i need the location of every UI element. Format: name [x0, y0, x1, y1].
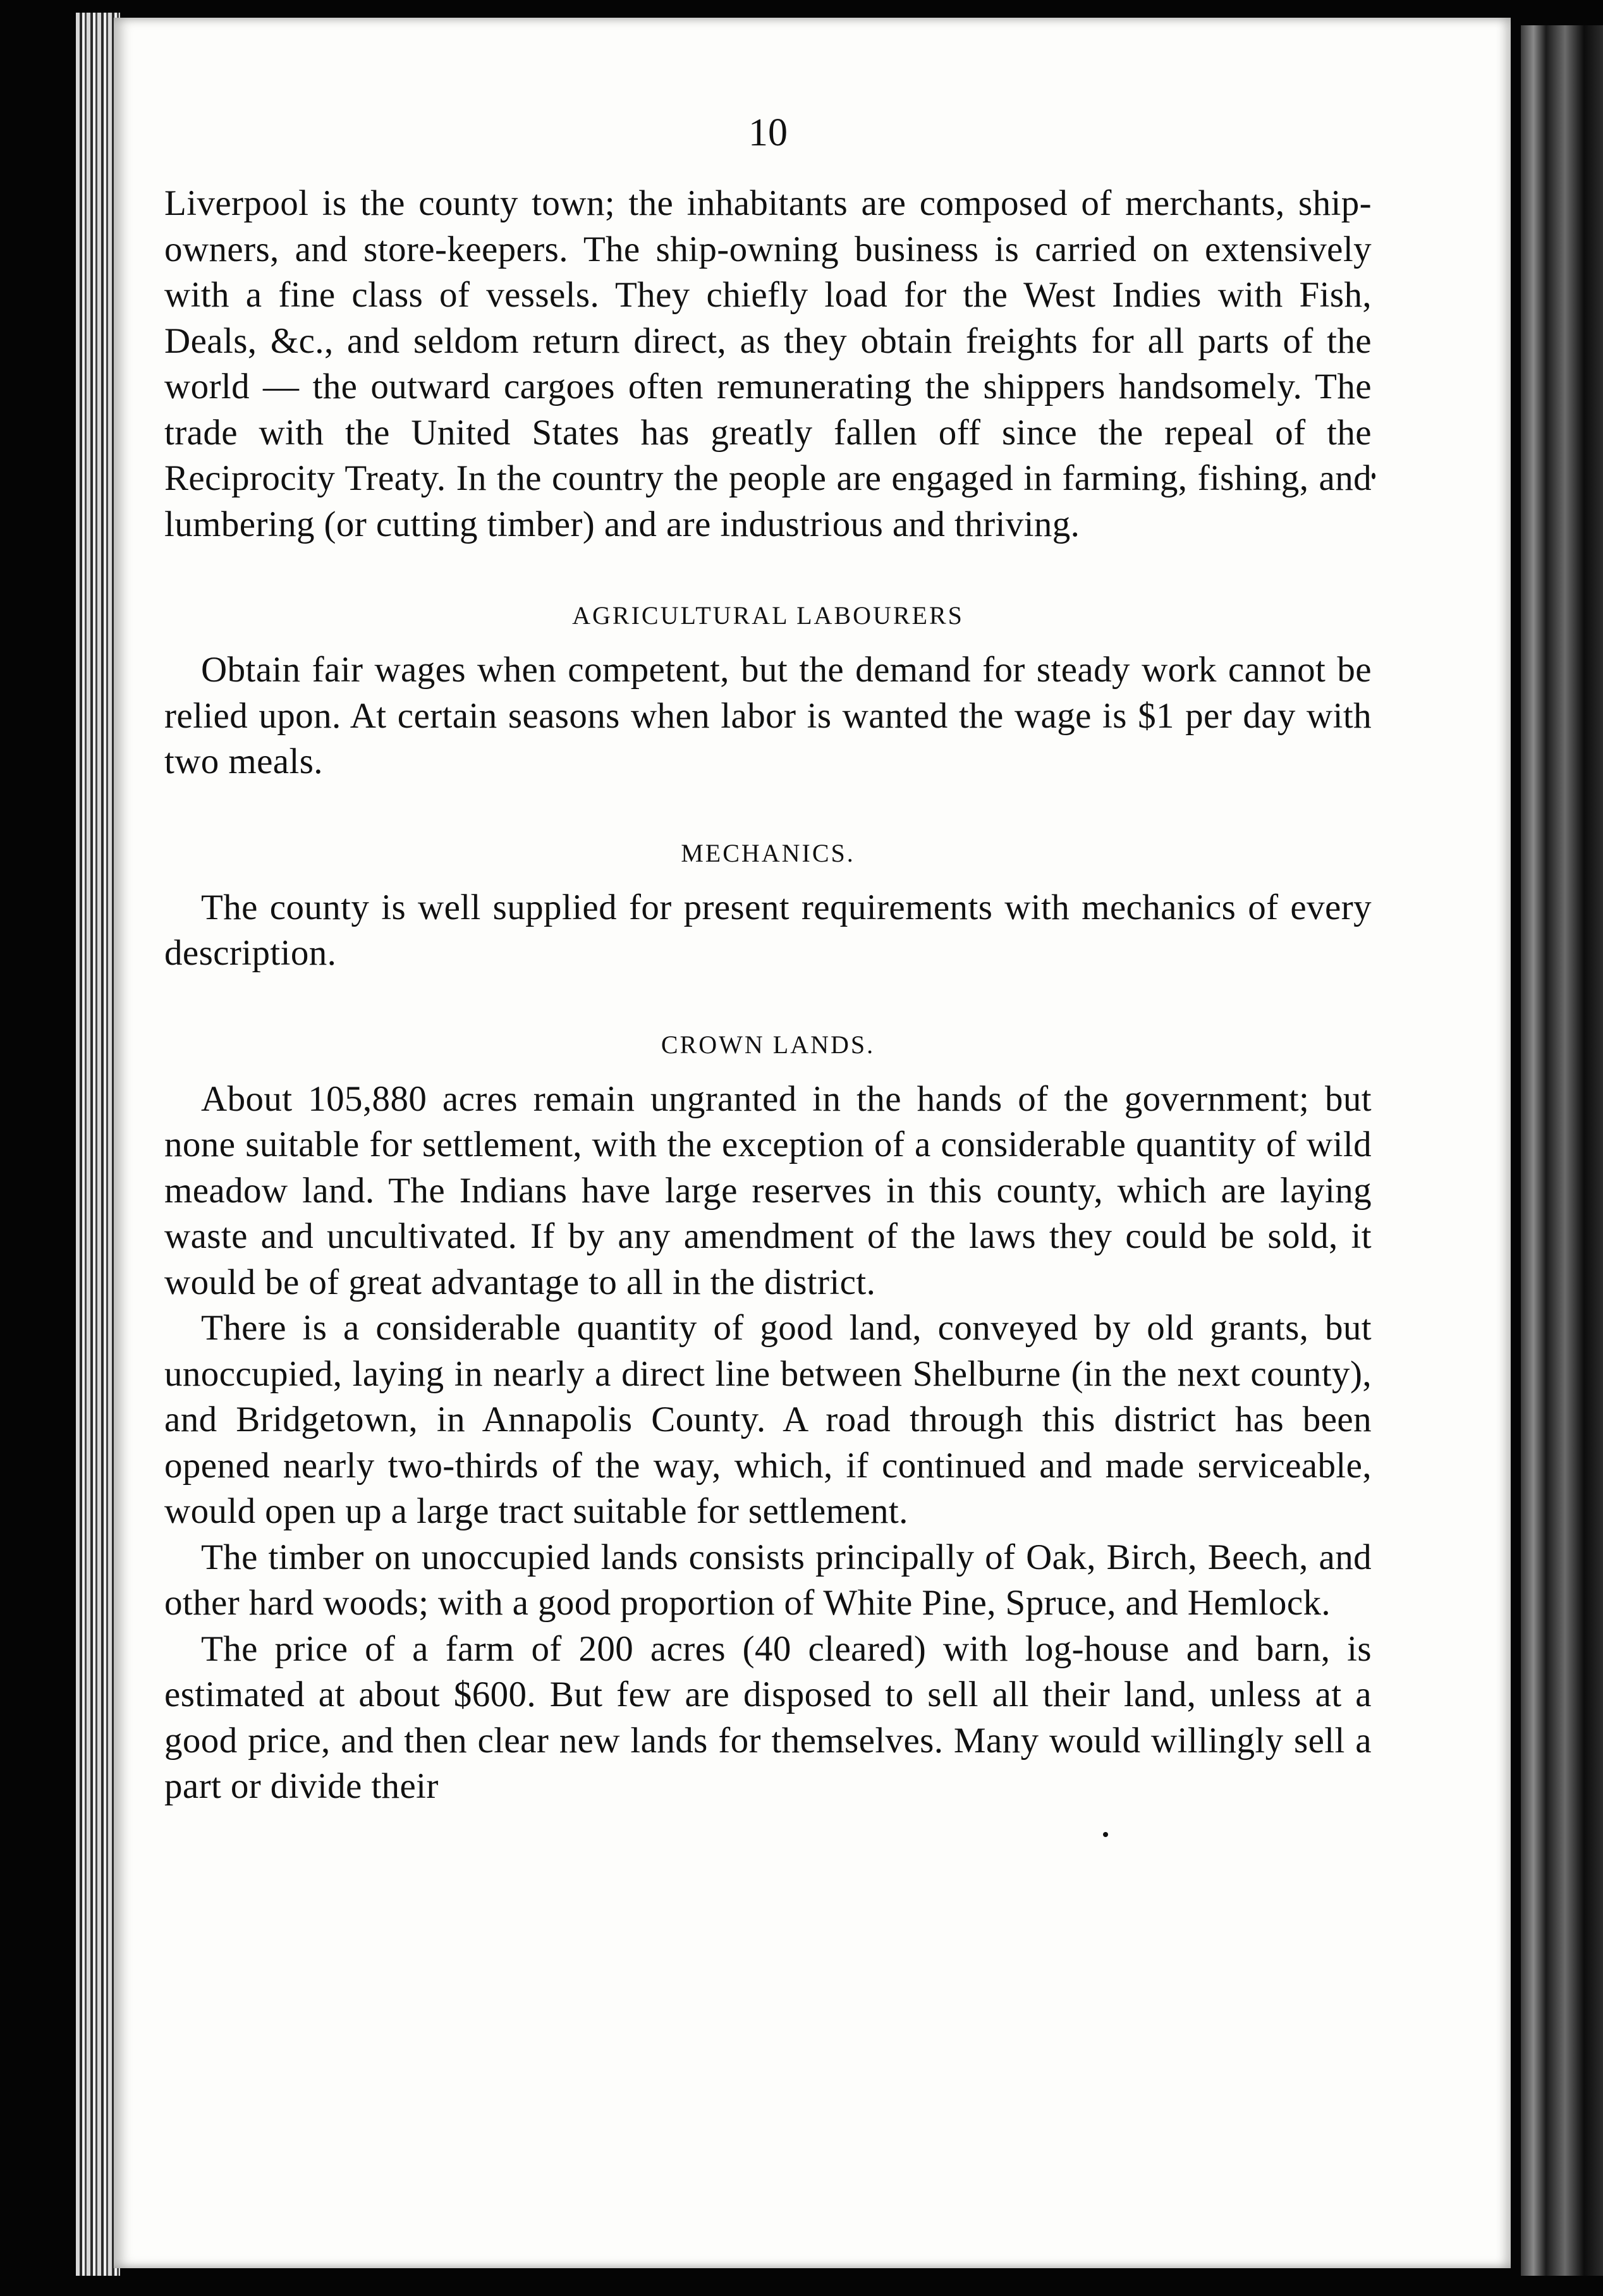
- crown-lands-paragraph-4: The price of a farm of 200 acres (40 cleared) with log-house and barn, is estimated at about $600. But few are disposed to sell all their land, unless at a good price, and then clear new lands for themselves. Many would willingly sell a part or divide their: [164, 1628, 1372, 1806]
- ink-speck: [1372, 473, 1375, 479]
- right-page-edges: [1521, 25, 1603, 2276]
- heading-agricultural-labourers: AGRICULTURAL LABOURERS: [572, 601, 964, 630]
- mechanics-paragraph: The county is well supplied for present requirements with mechanics of every description.: [164, 887, 1372, 973]
- ink-speck: [1103, 1832, 1108, 1837]
- crown-lands-paragraph-2: There is a considerable quantity of good land, conveyed by old grants, but unoccupied, laying in nearly a direct line between Shelburne (in the next county), and Bridgetown, in Annapolis County. A road through this district has been opened nearly two-thirds of the way, which, if continued and made serviceable, would open up a large tract suitable for settlement.: [164, 1308, 1372, 1531]
- page-number: 10: [748, 111, 788, 154]
- crown-lands-paragraph-3: The timber on unoccupied lands consists principally of Oak, Birch, Beech, and other hard woods; with a good proportion of White Pine, Spruce, and Hemlock.: [164, 1537, 1372, 1623]
- heading-mechanics: MECHANICS.: [681, 838, 855, 867]
- heading-crown-lands: CROWN LANDS.: [661, 1030, 875, 1059]
- crown-lands-paragraph-1: About 105,880 acres remain ungranted in the hands of the government; but none suitable for settlement, with the exception of a considerable quantity of wild meadow land. The Indians have large reserves in this county, which are laying waste and uncultivated. If by any amendment of the laws they could be sold, it would be of great advantage to all in the district.: [164, 1078, 1372, 1302]
- intro-paragraph: Liverpool is the county town; the inhabitants are composed of merchants, ship-owners, and store-keepers. The ship-owning business is carried on extensively with a fine class of vessels. They chiefly load for the West Indies with Fish, Deals, &c., and seldom return direct, as they obtain freights for all parts of the world — the outward cargoes often remunerating the shippers handsomely. The trade with the United States has greatly fallen off since the repeal of the Reciprocity Treaty. In the country the people are engaged in farming, fishing, and lumbering (or cutting timber) and are industrious and thriving.: [164, 183, 1372, 544]
- agricultural-paragraph: Obtain fair wages when competent, but the demand for steady work cannot be relied upon. At certain seasons when labor is wanted the wage is $1 per day with two meals.: [164, 650, 1372, 781]
- page-content: [164, 107, 1372, 1810]
